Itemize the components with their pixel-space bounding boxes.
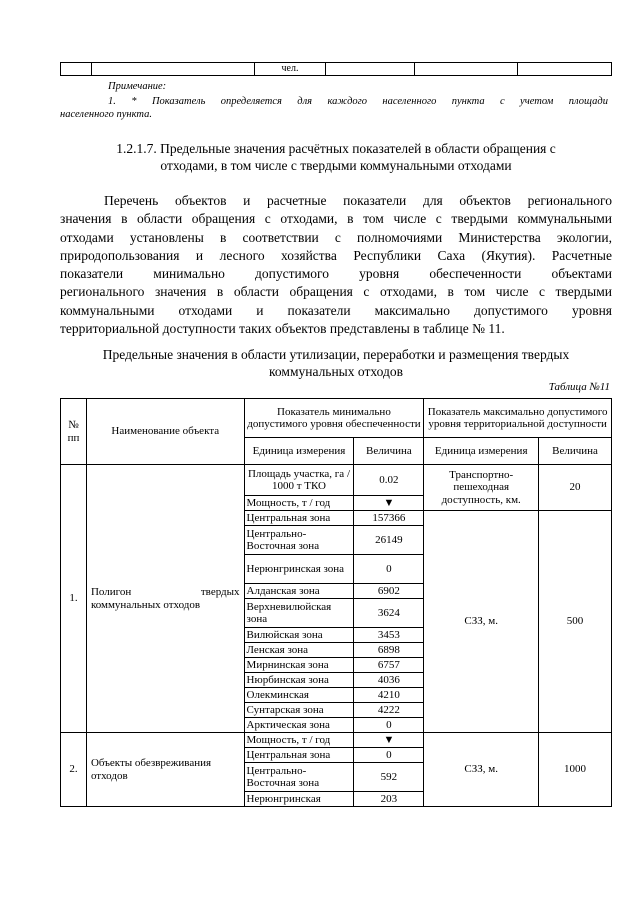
unit-cell: Арктическая зона [244, 718, 354, 733]
value-cell: 0 [354, 748, 424, 763]
access-unit-cell: СЗЗ, м. [424, 511, 539, 733]
header-value: Величина [539, 438, 612, 465]
value-cell: ▼ [354, 733, 424, 748]
paragraph-line: Перечень объектов и расчетные показатели для объектов регионального [104, 193, 612, 208]
header-max-group: Показатель максимально допустимого уровня территориальной доступности [424, 399, 612, 438]
unit-cell: Центрально-Восточная зона [244, 526, 354, 555]
value-cell: 6757 [354, 658, 424, 673]
paragraph-line: отходами установлены в соответствии с полномочиями Министерства экологии, [60, 229, 612, 245]
table-title: Предельные значения в области утилизации, переработки и размещения твердых коммунальных отходов [102, 347, 570, 379]
access-unit-cell: Транспортно-пешеходная доступность, км. [424, 465, 539, 511]
header-min-group: Показатель минимально допустимого уровня обеспеченности [244, 399, 424, 438]
unit-cell: Мирнинская зона [244, 658, 354, 673]
paragraph-line: показатели минимально допустимого уровня обеспеченности объектами [60, 266, 612, 282]
value-cell: 3624 [354, 599, 424, 628]
paragraph-line: регионального значения в области обращения с отходами, в том числе с твердыми [60, 284, 612, 300]
table-number: Таблица №11 [548, 381, 610, 393]
unit-cell: Сунтарская зона [244, 703, 354, 718]
unit-cell: Алданская зона [244, 584, 354, 599]
section-heading: 1.2.1.7. Предельные значения расчётных показателей в области обращения с отходами, в том числе с твердыми коммунальными отходами [116, 141, 556, 173]
unit-cell: Олекминская [244, 688, 354, 703]
value-cell: 4222 [354, 703, 424, 718]
header-num: № пп [61, 399, 87, 465]
access-value-cell: 20 [539, 465, 612, 511]
table-row [61, 63, 612, 76]
unit-cell: Мощность, т / год [244, 733, 354, 748]
value-cell: 4210 [354, 688, 424, 703]
access-unit-cell: СЗЗ, м. [424, 733, 539, 807]
value-cell: 0 [354, 555, 424, 584]
body-paragraph [60, 192, 612, 338]
value-cell: 26149 [354, 526, 424, 555]
value-cell: 6898 [354, 643, 424, 658]
unit-cell: Площадь участка, га / 1000 т ТКО [244, 465, 354, 496]
value-cell: 157366 [354, 511, 424, 526]
note-line-1: 1. * Показатель определяется для каждого населенного пункта с учетом площади [108, 96, 608, 107]
table-row [61, 465, 612, 496]
unit-cell: Центрально-Восточная зона [244, 763, 354, 792]
row-number: 1. [61, 465, 87, 733]
value-cell: 0.02 [354, 465, 424, 496]
access-value-cell: 500 [539, 511, 612, 733]
limits-table [60, 398, 612, 807]
value-cell: 203 [354, 792, 424, 807]
header-unit: Единица измерения [244, 438, 354, 465]
paragraph-line: территориальной доступности таких объектов представлены в таблице № 11. [60, 321, 505, 337]
row-number: 2. [61, 733, 87, 807]
value-cell: 4036 [354, 673, 424, 688]
unit-cell: Верхневилюйская зона [244, 599, 354, 628]
unit-cell: Нерюнгринская [244, 792, 354, 807]
paragraph-line: природопользования и лесного хозяйства Республики Саха (Якутия). Расчетные [60, 247, 612, 263]
table-row [61, 733, 612, 748]
value-cell: 0 [354, 718, 424, 733]
header-value: Величина [354, 438, 424, 465]
table-header-row [61, 399, 612, 438]
object-name: Полигон твердых коммунальных отходов [86, 465, 244, 733]
unit-cell: Ленская зона [244, 643, 354, 658]
unit-cell: Нюрбинская зона [244, 673, 354, 688]
previous-table-fragment [60, 62, 612, 76]
access-value-cell: 1000 [539, 733, 612, 807]
unit-cell: Центральная зона [244, 748, 354, 763]
unit-cell: Вилюйская зона [244, 628, 354, 643]
unit-cell: Нерюнгринская зона [244, 555, 354, 584]
value-cell: ▼ [354, 496, 424, 511]
note-line-2: населенного пункта. [60, 109, 152, 120]
value-cell: 592 [354, 763, 424, 792]
unit-cell: чел. [255, 63, 326, 76]
value-cell: 3453 [354, 628, 424, 643]
header-unit: Единица измерения [424, 438, 539, 465]
object-name: Объекты обезвреживания отходов [86, 733, 244, 807]
unit-cell: Центральная зона [244, 511, 354, 526]
header-name: Наименование объекта [86, 399, 244, 465]
paragraph-line: коммунальными отходами и показатели максимально допустимого уровня [60, 302, 612, 318]
unit-cell: Мощность, т / год [244, 496, 354, 511]
value-cell: 6902 [354, 584, 424, 599]
note-label: Примечание: [108, 81, 167, 92]
paragraph-line: значения в области обращения с отходами, в том числе с твердыми коммунальными [60, 211, 612, 227]
